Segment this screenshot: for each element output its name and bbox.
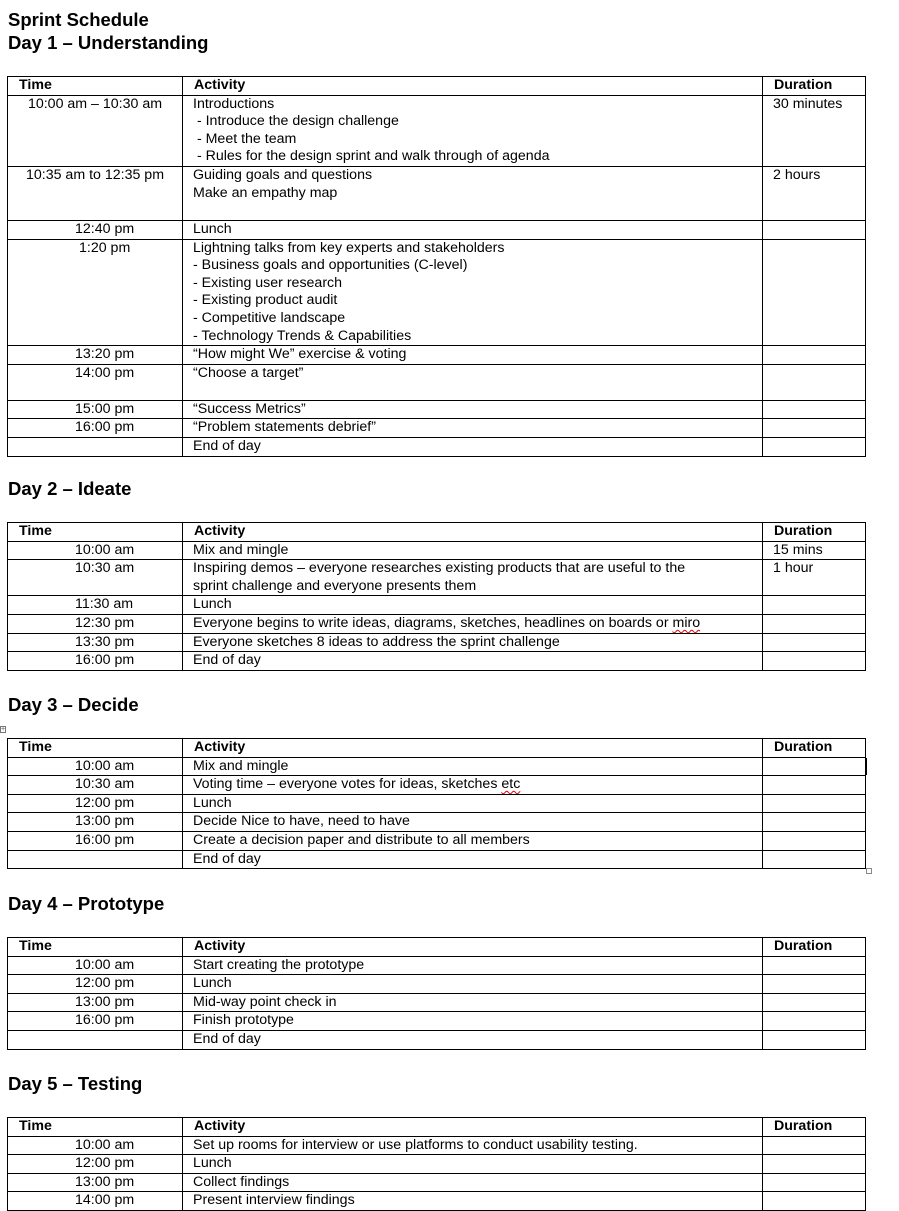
time-text: 12:00 pm <box>75 794 135 811</box>
time-text: 12:00 pm <box>75 975 135 992</box>
activity-line: - Technology Trends & Capabilities <box>193 327 412 344</box>
header-duration: Duration <box>763 938 866 957</box>
time-text: 12:30 pm <box>75 614 135 631</box>
time-text: 16:00 pm <box>75 1012 135 1029</box>
duration-cell <box>763 1155 866 1174</box>
activity-line: Lunch <box>193 794 232 811</box>
activity-line: Present interview findings <box>193 1192 355 1209</box>
table-row <box>8 95 866 166</box>
time-cell <box>8 1030 183 1049</box>
activity-line: “How might We” exercise & voting <box>193 346 407 363</box>
time-text: 12:00 pm <box>75 1155 135 1172</box>
activity-line: Voting time – everyone votes for ideas, sketches etc <box>193 776 521 793</box>
duration-cell <box>763 1012 866 1031</box>
spellcheck-word: miro <box>672 614 701 631</box>
time-text: 13:00 pm <box>75 813 135 830</box>
activity-cell[interactable] <box>183 956 763 975</box>
duration-cell <box>763 794 866 813</box>
day-heading: Day 1 – Understanding <box>8 32 209 53</box>
header-time: Time <box>8 938 183 957</box>
activity-cell[interactable] <box>183 1192 763 1211</box>
activity-cell[interactable] <box>183 850 763 869</box>
time-text: 13:20 pm <box>75 346 135 363</box>
activity-line: - Existing user research <box>193 274 343 291</box>
table-row <box>8 831 866 850</box>
time-text: 10:00 am <box>75 1136 135 1153</box>
time-cell <box>8 813 183 832</box>
time-cell <box>8 993 183 1012</box>
header-time: Time <box>8 77 183 96</box>
activity-line: Introductions <box>193 95 275 112</box>
activity-line: Set up rooms for interview or use platforms to conduct usability testing. <box>193 1136 638 1153</box>
activity-cell[interactable] <box>183 560 763 596</box>
activity-cell[interactable] <box>183 596 763 615</box>
time-cell <box>8 956 183 975</box>
activity-cell[interactable] <box>183 541 763 560</box>
activity-line: - Competitive landscape <box>193 309 346 326</box>
time-text: 1:20 pm <box>79 239 131 256</box>
day-heading: Day 4 – Prototype <box>8 893 165 914</box>
activity-cell[interactable] <box>183 1173 763 1192</box>
duration-cell <box>763 1030 866 1049</box>
activity-line: End of day <box>193 850 261 867</box>
activity-line: Decide Nice to have, need to have <box>193 813 410 830</box>
table-row <box>8 794 866 813</box>
table-row <box>8 166 866 220</box>
duration-cell <box>763 652 866 671</box>
activity-cell[interactable] <box>183 419 763 438</box>
duration-cell: 1 hour <box>763 560 866 596</box>
table-header-row <box>8 739 866 758</box>
duration-cell <box>763 757 866 776</box>
activity-cell[interactable] <box>183 346 763 365</box>
time-cell <box>8 776 183 795</box>
activity-line: Lunch <box>193 1155 232 1172</box>
duration-cell <box>763 776 866 795</box>
duration-cell <box>763 831 866 850</box>
activity-cell[interactable] <box>183 757 763 776</box>
duration-cell <box>763 1192 866 1211</box>
activity-line: Lunch <box>193 975 232 992</box>
activity-cell[interactable] <box>183 633 763 652</box>
time-text: 10:35 am to 12:35 pm <box>25 166 165 183</box>
duration-cell: 2 hours <box>763 166 866 220</box>
activity-cell[interactable] <box>183 831 763 850</box>
activity-cell[interactable] <box>183 437 763 456</box>
activity-line: Everyone sketches 8 ideas to address the sprint challenge <box>193 633 560 650</box>
table-row <box>8 541 866 560</box>
time-text: 10:00 am <box>75 757 135 774</box>
table-row <box>8 239 866 346</box>
time-text: 15:00 pm <box>75 400 135 417</box>
activity-line: - Business goals and opportunities (C-level) <box>193 257 468 274</box>
time-cell <box>8 364 183 400</box>
table-row <box>8 1155 866 1174</box>
table-header-row <box>8 523 866 542</box>
activity-cell[interactable] <box>183 993 763 1012</box>
day-heading: Day 3 – Decide <box>8 694 139 715</box>
spellcheck-word: etc <box>501 776 521 793</box>
time-text: 10:00 am – 10:30 am <box>27 95 163 112</box>
duration-cell <box>763 993 866 1012</box>
activity-line: Mix and mingle <box>193 541 289 558</box>
activity-line: “Choose a target” <box>193 364 304 381</box>
time-cell <box>8 975 183 994</box>
activity-cell[interactable] <box>183 239 763 346</box>
activity-line: Lightning talks from key experts and stakeholders <box>193 239 505 256</box>
duration-cell: 30 minutes <box>763 95 866 166</box>
activity-line: - Existing product audit <box>193 292 338 309</box>
activity-line: End of day <box>193 652 261 669</box>
activity-line: Mix and mingle <box>193 757 289 774</box>
time-cell <box>8 1192 183 1211</box>
time-cell <box>8 437 183 456</box>
time-text: 14:00 pm <box>75 1192 135 1209</box>
activity-line: “Success Metrics” <box>193 400 306 417</box>
time-cell <box>8 831 183 850</box>
activity-cell[interactable] <box>183 776 763 795</box>
activity-line: Start creating the prototype <box>193 956 365 973</box>
duration-cell <box>763 956 866 975</box>
table-row <box>8 633 866 652</box>
duration-cell <box>763 850 866 869</box>
duration-cell <box>763 975 866 994</box>
time-cell <box>8 1012 183 1031</box>
activity-cell[interactable] <box>183 813 763 832</box>
activity-line: Inspiring demos – everyone researches existing products that are useful to the <box>193 560 686 577</box>
activity-line: - Meet the team <box>193 130 297 147</box>
time-text: 11:30 am <box>75 596 134 613</box>
activity-cell[interactable] <box>183 400 763 419</box>
header-activity: Activity <box>183 938 763 957</box>
time-text: 16:00 pm <box>75 652 135 669</box>
time-cell <box>8 239 183 346</box>
schedule-table-day-2 <box>7 522 866 671</box>
table-header-row <box>8 77 866 96</box>
document-title: Sprint Schedule <box>8 9 149 30</box>
time-cell <box>8 652 183 671</box>
table-row <box>8 596 866 615</box>
activity-cell[interactable] <box>183 1030 763 1049</box>
duration-cell <box>763 400 866 419</box>
time-cell <box>8 1155 183 1174</box>
table-row <box>8 346 866 365</box>
duration-cell <box>763 1173 866 1192</box>
table-row <box>8 850 866 869</box>
table-row <box>8 419 866 438</box>
time-cell <box>8 850 183 869</box>
time-text: 13:00 pm <box>75 993 135 1010</box>
schedule-table-day-1 <box>7 76 866 457</box>
time-cell <box>8 596 183 615</box>
time-cell <box>8 560 183 596</box>
day-heading: Day 5 – Testing <box>8 1073 143 1094</box>
activity-cell[interactable] <box>183 364 763 400</box>
table-row <box>8 560 866 596</box>
activity-line: Finish prototype <box>193 1012 294 1029</box>
table-resize-handle-icon[interactable] <box>866 868 872 874</box>
header-time: Time <box>8 1118 183 1137</box>
time-text: 13:30 pm <box>75 633 135 650</box>
duration-cell <box>763 813 866 832</box>
activity-cell[interactable] <box>183 95 763 166</box>
table-row <box>8 776 866 795</box>
duration-cell <box>763 633 866 652</box>
table-row <box>8 813 866 832</box>
activity-cell[interactable] <box>183 614 763 633</box>
time-cell <box>8 95 183 166</box>
header-activity: Activity <box>183 1118 763 1137</box>
activity-line: Lunch <box>193 220 232 237</box>
activity-cell[interactable] <box>183 166 763 220</box>
time-cell <box>8 614 183 633</box>
header-duration: Duration <box>763 739 866 758</box>
table-row <box>8 652 866 671</box>
table-move-handle-icon[interactable]: + <box>1 726 6 733</box>
time-cell <box>8 166 183 220</box>
header-duration: Duration <box>763 77 866 96</box>
activity-cell[interactable] <box>183 652 763 671</box>
schedule-table-day-5 <box>7 1117 866 1211</box>
activity-cell[interactable] <box>183 220 763 239</box>
activity-line: Make an empathy map <box>193 184 338 201</box>
table-row <box>8 1136 866 1155</box>
activity-line: End of day <box>193 437 261 454</box>
duration-cell: 15 mins <box>763 541 866 560</box>
activity-line: - Rules for the design sprint and walk through of agenda <box>193 148 550 165</box>
activity-line: Mid-way point check in <box>193 993 337 1010</box>
duration-cell <box>763 220 866 239</box>
day-heading: Day 2 – Ideate <box>8 478 132 499</box>
table-row <box>8 993 866 1012</box>
time-cell <box>8 541 183 560</box>
time-text: 10:00 am <box>75 541 135 558</box>
table-row <box>8 1192 866 1211</box>
activity-cell[interactable] <box>183 794 763 813</box>
header-time: Time <box>8 523 183 542</box>
time-cell <box>8 346 183 365</box>
time-text: 13:00 pm <box>75 1173 135 1190</box>
table-row <box>8 1012 866 1031</box>
duration-cell <box>763 239 866 346</box>
table-row <box>8 614 866 633</box>
header-activity: Activity <box>183 523 763 542</box>
time-cell <box>8 1136 183 1155</box>
header-duration: Duration <box>763 1118 866 1137</box>
table-header-row <box>8 1118 866 1137</box>
activity-line: Create a decision paper and distribute to all members <box>193 831 530 848</box>
activity-line: - Introduce the design challenge <box>193 113 399 130</box>
table-row <box>8 757 866 776</box>
duration-cell <box>763 364 866 400</box>
time-text: 10:30 am <box>75 560 135 577</box>
time-cell <box>8 757 183 776</box>
table-row <box>8 1173 866 1192</box>
time-text: 12:40 pm <box>75 220 135 237</box>
table-row <box>8 975 866 994</box>
time-text: 16:00 pm <box>75 419 135 436</box>
activity-line: Lunch <box>193 596 232 613</box>
header-activity: Activity <box>183 739 763 758</box>
time-cell <box>8 1173 183 1192</box>
duration-cell <box>763 437 866 456</box>
table-row <box>8 364 866 400</box>
table-row <box>8 956 866 975</box>
table-row <box>8 437 866 456</box>
activity-cell[interactable] <box>183 975 763 994</box>
activity-line: “Problem statements debrief” <box>193 419 376 436</box>
duration-cell <box>763 614 866 633</box>
schedule-table-day-4 <box>7 937 866 1050</box>
time-text: 16:00 pm <box>75 831 135 848</box>
activity-line: Guiding goals and questions <box>193 166 373 183</box>
header-duration: Duration <box>763 523 866 542</box>
time-cell <box>8 633 183 652</box>
activity-line: Collect findings <box>193 1173 290 1190</box>
time-cell <box>8 794 183 813</box>
time-text: 14:00 pm <box>75 364 135 381</box>
text-cursor <box>866 758 867 775</box>
time-text: 10:30 am <box>75 776 135 793</box>
activity-cell[interactable] <box>183 1136 763 1155</box>
table-row <box>8 400 866 419</box>
table-row <box>8 1030 866 1049</box>
activity-line: End of day <box>193 1030 261 1047</box>
activity-line: sprint challenge and everyone presents them <box>193 577 477 594</box>
table-header-row <box>8 938 866 957</box>
time-cell <box>8 220 183 239</box>
duration-cell <box>763 596 866 615</box>
duration-cell <box>763 1136 866 1155</box>
time-cell <box>8 400 183 419</box>
time-cell <box>8 419 183 438</box>
schedule-table-day-3 <box>7 738 866 869</box>
activity-line: Everyone begins to write ideas, diagrams, sketches, headlines on boards or miro <box>193 614 701 631</box>
header-time: Time <box>8 739 183 758</box>
duration-cell <box>763 346 866 365</box>
header-activity: Activity <box>183 77 763 96</box>
time-text: 10:00 am <box>75 956 135 973</box>
duration-cell <box>763 419 866 438</box>
table-row <box>8 220 866 239</box>
activity-cell[interactable] <box>183 1155 763 1174</box>
activity-cell[interactable] <box>183 1012 763 1031</box>
